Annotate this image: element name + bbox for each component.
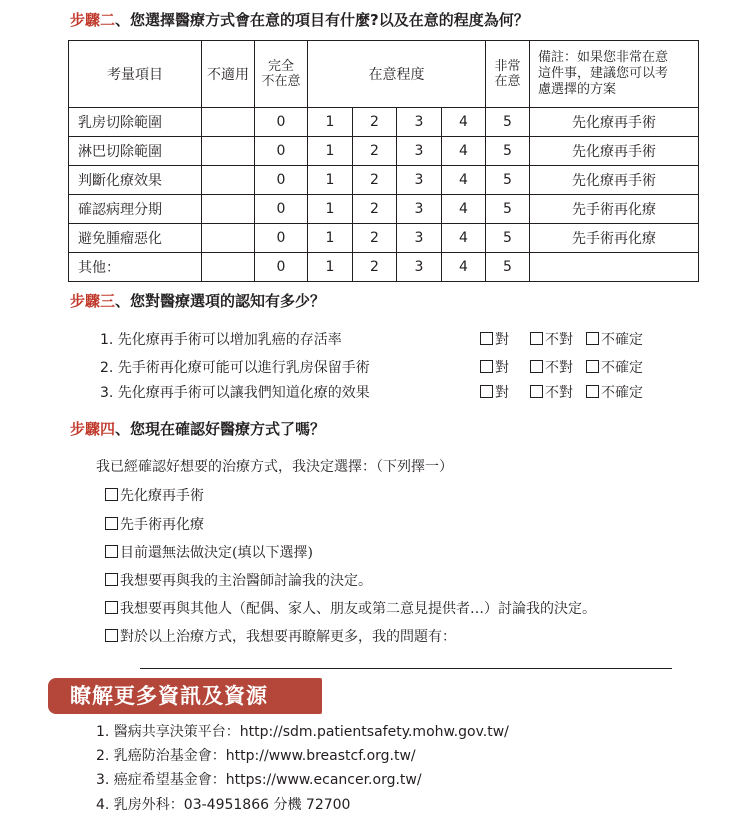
- step4-label: 步驟四: [70, 420, 116, 438]
- checkbox-icon: [105, 517, 118, 530]
- checkbox-icon: [586, 385, 599, 398]
- consideration-table: [68, 40, 699, 282]
- row-note: [530, 253, 699, 282]
- na-cell[interactable]: [202, 253, 255, 282]
- score-cell[interactable]: 2: [353, 253, 397, 282]
- row-item: 乳房切除範圍: [69, 108, 202, 137]
- score-cell[interactable]: 5: [486, 108, 530, 137]
- question-text: 2. 先手術再化療可能可以進行乳房保留手術: [100, 360, 370, 376]
- table-row: [69, 166, 699, 195]
- choice-label: 對於以上治療方式，我想要再瞭解更多，我的問題有：: [120, 629, 456, 645]
- header-not-care-line1: 完全: [267, 59, 294, 74]
- na-cell[interactable]: [202, 108, 255, 137]
- choice-item[interactable]: [105, 542, 313, 562]
- step3-heading: [70, 290, 325, 311]
- checkbox-icon: [105, 601, 118, 614]
- question-row: [100, 329, 660, 349]
- checkbox-icon: [586, 360, 599, 373]
- row-note: 先手術再化療: [530, 195, 699, 224]
- score-cell[interactable]: 3: [397, 137, 442, 166]
- row-item: 避免腫瘤惡化: [69, 224, 202, 253]
- decision-intro: 我已經確認好想要的治療方式，我決定選擇：（下列擇一）: [96, 459, 453, 475]
- row-note: 先手術再化療: [530, 224, 699, 253]
- header-very-line1: 非常: [494, 59, 521, 74]
- step3-label: 步驟三: [70, 292, 116, 310]
- step4-heading: [70, 418, 325, 439]
- header-very: [486, 41, 530, 108]
- na-cell[interactable]: [202, 224, 255, 253]
- resource-item[interactable]: 1. 醫病共享決策平台：http://sdm.patientsafety.mohw.gov.tw/: [96, 724, 509, 740]
- header-very-line2: 在意: [494, 74, 521, 89]
- header-not-care-line2: 不在意: [261, 74, 301, 89]
- choice-label: 我想要再與我的主治醫師討論我的決定。: [120, 573, 372, 589]
- score-cell[interactable]: 2: [353, 166, 397, 195]
- option-no[interactable]: [530, 382, 573, 402]
- row-item: 判斷化療效果: [69, 166, 202, 195]
- checkbox-icon: [480, 332, 493, 345]
- score-cell[interactable]: 1: [308, 195, 353, 224]
- na-cell[interactable]: [202, 195, 255, 224]
- checkbox-icon: [530, 332, 543, 345]
- step3-text: 、您對醫療選項的認知有多少？: [115, 292, 326, 310]
- checkbox-icon: [105, 488, 118, 501]
- option-unsure-label: 不確定: [601, 385, 643, 401]
- option-no-label: 不對: [545, 332, 573, 348]
- resource-item[interactable]: 3. 癌症希望基金會：https://www.ecancer.org.tw/: [96, 772, 422, 788]
- step4-text: 、您現在確認好醫療方式了嗎？: [115, 420, 326, 438]
- score-cell[interactable]: 4: [442, 166, 486, 195]
- option-no[interactable]: [530, 329, 573, 349]
- choice-item[interactable]: [105, 626, 456, 646]
- na-cell[interactable]: [202, 137, 255, 166]
- option-unsure[interactable]: [586, 357, 643, 377]
- checkbox-icon: [480, 385, 493, 398]
- option-no-label: 不對: [545, 360, 573, 376]
- row-item: 其他：: [69, 253, 202, 282]
- option-yes[interactable]: [480, 382, 509, 402]
- score-cell[interactable]: 1: [308, 253, 353, 282]
- table-header-row: [69, 41, 699, 108]
- table-row: [69, 253, 699, 282]
- option-yes-label: 對: [495, 385, 509, 401]
- score-cell[interactable]: 4: [442, 195, 486, 224]
- score-cell[interactable]: 1: [308, 166, 353, 195]
- question-row: [100, 382, 660, 402]
- option-unsure-label: 不確定: [601, 332, 643, 348]
- score-cell[interactable]: 0: [255, 108, 308, 137]
- score-cell[interactable]: 5: [486, 195, 530, 224]
- header-note-line1: 備註：如果您非常在意: [538, 50, 669, 65]
- score-cell[interactable]: 0: [255, 224, 308, 253]
- score-cell[interactable]: 0: [255, 195, 308, 224]
- row-note: 先化療再手術: [530, 137, 699, 166]
- step2-label: 步驟二: [70, 11, 116, 29]
- score-cell[interactable]: 4: [442, 108, 486, 137]
- score-cell[interactable]: 3: [397, 166, 442, 195]
- question-row: [100, 357, 660, 377]
- header-degree: 在意程度: [308, 41, 486, 108]
- checkbox-icon: [530, 360, 543, 373]
- header-note-line3: 慮選擇的方案: [538, 82, 617, 97]
- row-note: 先化療再手術: [530, 166, 699, 195]
- score-cell[interactable]: 2: [353, 137, 397, 166]
- score-cell[interactable]: 5: [486, 137, 530, 166]
- table-row: [69, 137, 699, 166]
- option-yes[interactable]: [480, 329, 509, 349]
- header-na: 不適用: [202, 41, 255, 108]
- option-no-label: 不對: [545, 385, 573, 401]
- checkbox-icon: [586, 332, 599, 345]
- header-not-care: [255, 41, 308, 108]
- checkbox-icon: [105, 629, 118, 642]
- score-cell[interactable]: 4: [442, 253, 486, 282]
- step2-text: 、您選擇醫療方式會在意的項目有什麼?以及在意的程度為何？: [115, 11, 529, 29]
- question-text: 3. 先化療再手術可以讓我們知道化療的效果: [100, 385, 370, 401]
- question-text: 1. 先化療再手術可以增加乳癌的存活率: [100, 332, 342, 348]
- resources-banner: 瞭解更多資訊及資源: [48, 678, 322, 714]
- table-row: [69, 195, 699, 224]
- score-cell[interactable]: 4: [442, 137, 486, 166]
- score-cell[interactable]: 1: [308, 224, 353, 253]
- option-no[interactable]: [530, 357, 573, 377]
- score-cell[interactable]: 3: [397, 108, 442, 137]
- checkbox-icon: [530, 385, 543, 398]
- header-item: 考量項目: [69, 41, 202, 108]
- score-cell[interactable]: 0: [255, 137, 308, 166]
- checkbox-icon: [480, 360, 493, 373]
- checkbox-icon: [105, 573, 118, 586]
- choice-item[interactable]: [105, 598, 596, 618]
- score-cell[interactable]: 0: [255, 253, 308, 282]
- score-cell[interactable]: 0: [255, 166, 308, 195]
- row-item: 淋巴切除範圍: [69, 137, 202, 166]
- score-cell[interactable]: 5: [486, 166, 530, 195]
- score-cell[interactable]: 1: [308, 108, 353, 137]
- row-item: 確認病理分期: [69, 195, 202, 224]
- choice-label: 先手術再化療: [120, 517, 204, 533]
- header-note-line2: 這件事，建議您可以考: [538, 66, 669, 81]
- step2-heading: [70, 9, 529, 30]
- checkbox-icon: [105, 545, 118, 558]
- header-note: [530, 41, 699, 108]
- choice-item[interactable]: [105, 570, 372, 590]
- score-cell[interactable]: 3: [397, 195, 442, 224]
- score-cell[interactable]: 4: [442, 224, 486, 253]
- answer-line[interactable]: [140, 668, 672, 669]
- score-cell[interactable]: 5: [486, 224, 530, 253]
- resource-item[interactable]: 2. 乳癌防治基金會：http://www.breastcf.org.tw/: [96, 748, 416, 764]
- option-unsure-label: 不確定: [601, 360, 643, 376]
- table-row: [69, 108, 699, 137]
- option-yes[interactable]: [480, 357, 509, 377]
- option-yes-label: 對: [495, 332, 509, 348]
- na-cell[interactable]: [202, 166, 255, 195]
- score-cell[interactable]: 5: [486, 253, 530, 282]
- row-note: 先化療再手術: [530, 108, 699, 137]
- table-row: [69, 224, 699, 253]
- score-cell[interactable]: 1: [308, 137, 353, 166]
- resource-item: 4. 乳房外科：03-4951866 分機 72700: [96, 797, 351, 813]
- choice-label: 先化療再手術: [120, 488, 204, 504]
- option-unsure[interactable]: [586, 329, 643, 349]
- choice-label: 我想要再與其他人（配偶、家人、朋友或第二意見提供者…）討論我的決定。: [120, 601, 596, 617]
- choice-item[interactable]: [105, 514, 204, 534]
- score-cell[interactable]: 3: [397, 253, 442, 282]
- score-cell[interactable]: 2: [353, 195, 397, 224]
- score-cell[interactable]: 2: [353, 224, 397, 253]
- choice-item[interactable]: [105, 485, 204, 505]
- score-cell[interactable]: 2: [353, 108, 397, 137]
- option-yes-label: 對: [495, 360, 509, 376]
- score-cell[interactable]: 3: [397, 224, 442, 253]
- choice-label: 目前還無法做決定(填以下選擇): [120, 545, 313, 561]
- option-unsure[interactable]: [586, 382, 643, 402]
